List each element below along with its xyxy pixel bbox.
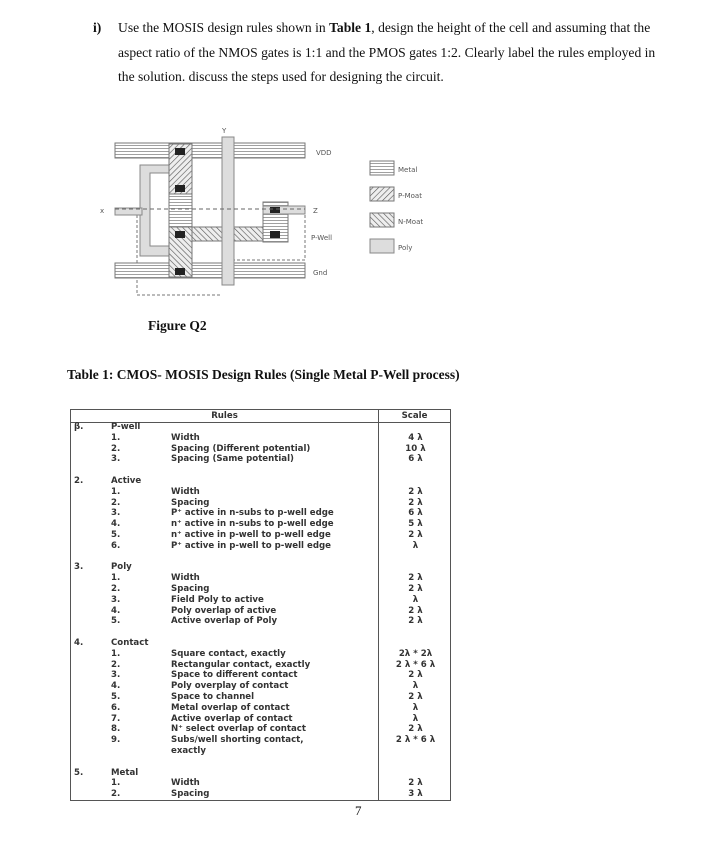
item-number: 9. (111, 735, 121, 746)
item-number: 2. (111, 443, 121, 454)
item-number: 2. (111, 497, 121, 508)
rule-text: Metal overlap of contact (171, 702, 290, 713)
vdd-metal-rail (115, 143, 305, 158)
scale-value: λ (412, 713, 419, 724)
scale-value: 2 λ (408, 692, 423, 702)
rule-text: exactly (171, 746, 206, 756)
table-row (71, 552, 450, 563)
item-number: 2. (111, 789, 121, 800)
gnd-metal-rail (115, 263, 305, 278)
question-text-part: Use the MOSIS design rules shown in (118, 20, 330, 35)
item-number: 3. (111, 594, 121, 605)
rule-text: Subs/well shorting contact, (171, 735, 304, 746)
item-number: 3. (111, 508, 121, 519)
table-title: Table 1: CMOS- MOSIS Design Rules (Single Metal P-Well process) (67, 367, 460, 382)
rule-text: Width (171, 573, 200, 584)
header-scale: Scale (401, 411, 428, 421)
rule-text: n⁺ active in n-subs to p-well edge (171, 519, 334, 530)
item-number: 1. (111, 778, 121, 789)
table-row (71, 444, 450, 455)
table-row (71, 757, 450, 768)
rule-text: Width (171, 486, 200, 497)
item-number: 5. (111, 692, 121, 702)
rule-text: n⁺ active in p-well to p-well edge (171, 530, 331, 540)
figure-caption: Figure Q2 (148, 318, 207, 333)
table-row (71, 487, 450, 498)
rule-text: Width (171, 432, 200, 443)
section-number: β. (74, 422, 84, 432)
scale-value: 5 λ (408, 519, 423, 530)
scale-value: 6 λ (408, 508, 423, 519)
scale-value: 2 λ (408, 486, 423, 497)
item-number: Metal (111, 767, 139, 778)
table-row (71, 746, 450, 757)
table-row (71, 498, 450, 509)
question-number: i) (93, 20, 102, 35)
table-row (71, 530, 450, 541)
legend-p-moat: P-Moat (398, 192, 422, 200)
rule-text: N⁺ select overlap of contact (171, 724, 306, 735)
item-number: 1. (111, 486, 121, 497)
scale-value: 2 λ (408, 584, 423, 594)
scale-value: 6 λ (408, 454, 423, 465)
table-row (71, 789, 450, 800)
rule-text: Active overlap of contact (171, 713, 293, 724)
table-row (71, 724, 450, 735)
label-z: Z (313, 207, 318, 215)
section-number: 4. (74, 638, 84, 648)
item-number: 4. (111, 681, 121, 692)
section-number: 2. (74, 476, 84, 486)
item-number: 1. (111, 432, 121, 443)
scale-value: 4 λ (408, 432, 423, 443)
table-row (71, 433, 450, 444)
table-reference: Table 1 (329, 20, 372, 35)
table-row (71, 616, 450, 627)
scale-value: λ (412, 594, 419, 605)
table-row (71, 595, 450, 606)
legend-poly: Poly (398, 244, 413, 252)
rule-text: Active overlap of Poly (171, 616, 278, 627)
label-pwell: P-Well (311, 234, 333, 242)
rule-text: Poly overplay of contact (171, 681, 289, 692)
legend-swatch-poly (370, 239, 394, 253)
scale-value: 2 λ (408, 497, 423, 508)
scale-value: 2 λ * 6 λ (395, 735, 436, 746)
scale-value: 2 λ (408, 573, 423, 584)
output-metal (169, 194, 192, 227)
poly-x-gate (140, 165, 172, 256)
table-row (71, 476, 450, 487)
legend-swatch-metal (370, 161, 394, 175)
rule-text: Space to channel (171, 692, 255, 702)
table-row (71, 778, 450, 789)
item-number: Active (111, 476, 142, 486)
rule-text: Poly overlap of active (171, 605, 277, 616)
legend (370, 161, 423, 253)
scale-value: 2 λ (408, 530, 423, 540)
table-row (71, 541, 450, 552)
scale-value: 2 λ (408, 724, 423, 735)
item-number: 1. (111, 573, 121, 584)
rule-text: Spacing (Different potential) (171, 443, 311, 454)
item-number: 3. (111, 670, 121, 681)
scale-value: 2 λ (408, 778, 423, 789)
rule-text: Square contact, exactly (171, 648, 286, 659)
item-number: P-well (111, 422, 141, 432)
rule-text: Spacing (171, 497, 210, 508)
scale-value: λ (412, 702, 419, 713)
item-number: 5. (111, 616, 121, 627)
label-x: x (100, 207, 105, 215)
layout-figure (0, 0, 702, 330)
scale-value: 2 λ (408, 605, 423, 616)
header-rules: Rules (211, 411, 238, 421)
table-row (71, 670, 450, 681)
item-number: 6. (111, 702, 121, 713)
table-row (71, 508, 450, 519)
rule-text: P⁺ active in p-well to p-well edge (171, 540, 331, 551)
rule-text: Field Poly to active (171, 594, 264, 605)
item-number: 6. (111, 540, 121, 551)
legend-swatch-p-moat (370, 187, 394, 201)
scale-value: 2 λ (408, 670, 423, 681)
table-row (71, 735, 450, 746)
table-row (71, 606, 450, 617)
table-row (71, 519, 450, 530)
item-number: 1. (111, 648, 121, 659)
item-number: 8. (111, 724, 121, 735)
section-number: 3. (74, 562, 84, 573)
legend-swatch-n-moat (370, 213, 394, 227)
scale-value: 10 λ (405, 443, 426, 454)
section-number: 5. (74, 767, 84, 778)
rule-text: Space to different contact (171, 670, 298, 681)
table-row (71, 573, 450, 584)
rule-text: Spacing (171, 789, 210, 800)
item-number: 5. (111, 530, 121, 540)
scale-value: 2 λ * 6 λ (395, 659, 436, 670)
rule-text: Rectangular contact, exactly (171, 659, 311, 670)
item-number: 7. (111, 713, 121, 724)
legend-n-moat: N-Moat (398, 218, 424, 226)
scale-value: 3 λ (408, 789, 423, 800)
item-number: Contact (111, 638, 149, 648)
poly-z (263, 206, 305, 214)
label-y: Y (222, 127, 227, 135)
label-vdd: VDD (316, 149, 332, 157)
scale-value: 2 λ (408, 616, 423, 627)
table-row (71, 584, 450, 595)
item-number: 2. (111, 584, 121, 594)
rule-text: Spacing (171, 584, 210, 594)
table-row (71, 703, 450, 714)
table-row (71, 714, 450, 725)
item-number: 4. (111, 605, 121, 616)
item-number: 3. (111, 454, 121, 465)
table-row (71, 454, 450, 465)
table-row (71, 649, 450, 660)
rule-text: P⁺ active in n-subs to p-well edge (171, 508, 334, 519)
table-row (71, 681, 450, 692)
table-row (71, 692, 450, 703)
table-row (71, 562, 450, 573)
table-row (71, 422, 450, 433)
scale-value: λ (412, 540, 419, 551)
label-gnd: Gnd (313, 269, 328, 277)
table-row (71, 660, 450, 671)
table-row (71, 465, 450, 476)
rule-text: Width (171, 778, 200, 789)
item-number: 2. (111, 659, 121, 670)
table-row (71, 627, 450, 638)
page-number: 7 (355, 803, 362, 818)
legend-metal: Metal (398, 166, 418, 174)
scale-value: 2λ * 2λ (398, 648, 433, 659)
rule-text: Spacing (Same potential) (171, 454, 294, 465)
item-number: 4. (111, 519, 121, 530)
item-number: Poly (111, 562, 132, 573)
design-rules-table (70, 409, 451, 801)
table-row (71, 768, 450, 779)
table-row (71, 638, 450, 649)
question-text-part: , design the height of the cell and assuming that the aspect ratio of the NMOS gates is 1:1 and the PMOS gates 1:2. Clearly label the rules employed in the solution. discuss the steps used for designing the circuit. (118, 20, 656, 85)
scale-value: λ (412, 681, 419, 692)
poly-y-gate (222, 137, 234, 285)
